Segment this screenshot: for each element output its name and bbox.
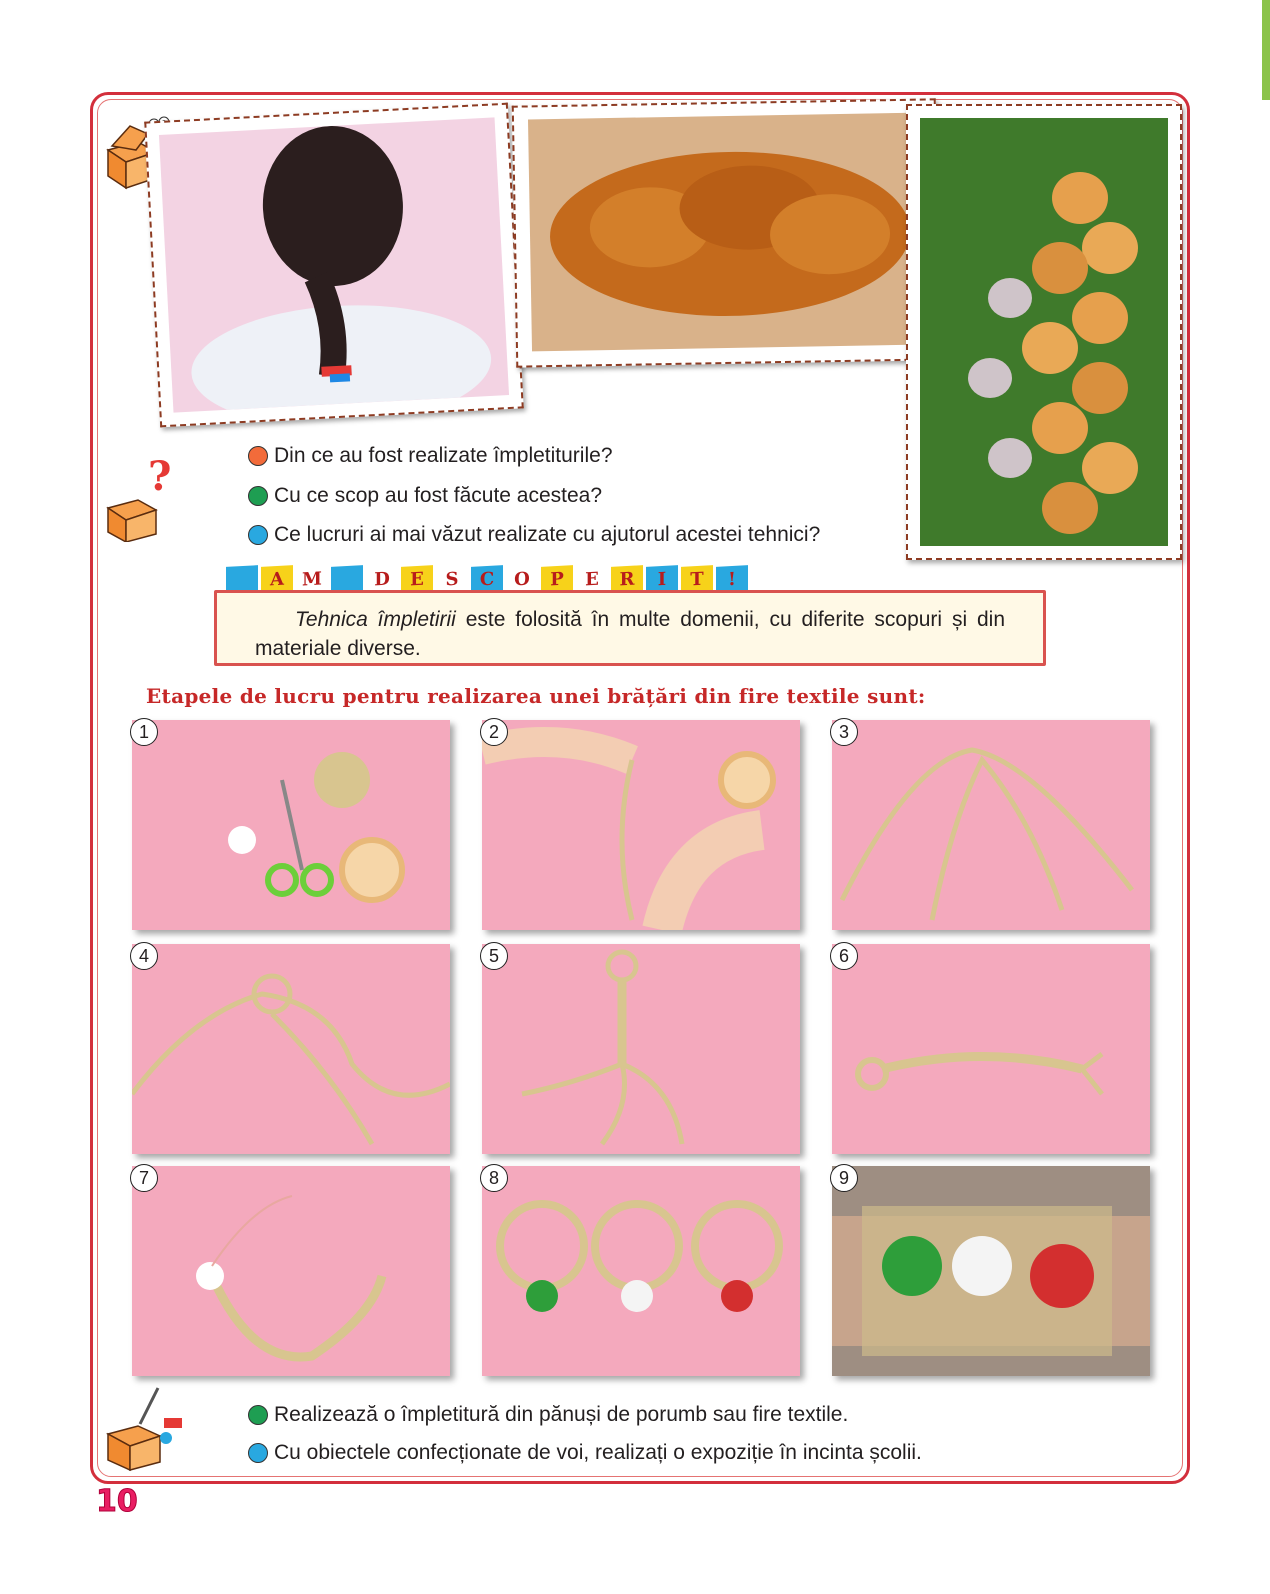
banner-letter-tile: !	[716, 565, 748, 593]
banner-letter-tile: E	[576, 565, 608, 593]
task-text: Cu obiectele confecționate de voi, realizați o expoziție în incinta școlii.	[274, 1441, 922, 1464]
page-edge-tab	[1262, 0, 1270, 100]
question-2	[248, 484, 602, 508]
discovery-box	[214, 590, 1046, 666]
banner-letter-tile: E	[401, 565, 433, 593]
task-1	[248, 1403, 848, 1427]
question-text: Ce lucruri ai mai văzut realizate cu ajutorul acestei tehnici?	[274, 523, 821, 546]
step-8-photo	[482, 1166, 800, 1376]
step-6-photo	[832, 944, 1150, 1154]
banner-letter-tile: A	[261, 565, 293, 593]
banner-letter-tile: M	[296, 565, 328, 593]
banner-letter-tile: I	[646, 565, 678, 593]
step-5-photo	[482, 944, 800, 1154]
step-1-photo	[132, 720, 450, 930]
question-text: Din ce au fost realizate împletiturile?	[274, 444, 613, 467]
banner-letter-tile	[331, 565, 363, 593]
step-number: 5	[480, 942, 508, 970]
page-number: 10	[96, 1484, 138, 1519]
step-9-photo	[832, 1166, 1150, 1376]
step-3-photo	[832, 720, 1150, 930]
banner-letter-tile	[226, 565, 258, 593]
svg-text:?: ?	[148, 453, 172, 500]
step-number: 9	[830, 1164, 858, 1192]
orange-bullet-icon	[248, 446, 268, 466]
step-2-photo	[482, 720, 800, 930]
task-text: Realizează o împletitură din pănuși de porumb sau fire textile.	[274, 1403, 849, 1426]
question-1	[248, 444, 613, 468]
steps-title: Etapele de lucru pentru realizarea unei brățări din fire textile sunt:	[146, 684, 926, 708]
step-number: 8	[480, 1164, 508, 1192]
banner-letter-tile: R	[611, 565, 643, 593]
green-bullet-icon	[248, 486, 268, 506]
step-number: 4	[130, 942, 158, 970]
question-3	[248, 523, 820, 547]
task-2	[248, 1441, 922, 1465]
banner-letter-tile: C	[471, 565, 503, 593]
banner-letter-tile: P	[541, 565, 573, 593]
banner-letter-tile: T	[681, 565, 713, 593]
blue-bullet-icon	[248, 1443, 268, 1463]
banner-letter-tile: O	[506, 565, 538, 593]
discovery-text	[255, 605, 1005, 663]
onion-braid-photo	[906, 104, 1182, 560]
step-number: 6	[830, 942, 858, 970]
green-bullet-icon	[248, 1405, 268, 1425]
step-number: 2	[480, 718, 508, 746]
banner-letter-tile: S	[436, 565, 468, 593]
step-7-photo	[132, 1166, 450, 1376]
step-number: 1	[130, 718, 158, 746]
tools-chest-icon	[100, 1384, 160, 1454]
discovery-rest: este folosită în multe domenii, cu diferite scopuri și din materiale diverse.	[255, 608, 1005, 660]
braided-bread-photo	[512, 98, 941, 367]
hair-braid-photo	[144, 103, 524, 428]
question-text: Cu ce scop au fost făcute acestea?	[274, 484, 603, 507]
blue-bullet-icon	[248, 525, 268, 545]
step-number: 3	[830, 718, 858, 746]
discovery-italic: Tehnica împletirii	[295, 608, 456, 631]
question-chest-icon	[100, 452, 172, 522]
step-number: 7	[130, 1164, 158, 1192]
banner-letter-tile: D	[366, 565, 398, 593]
step-4-photo	[132, 944, 450, 1154]
